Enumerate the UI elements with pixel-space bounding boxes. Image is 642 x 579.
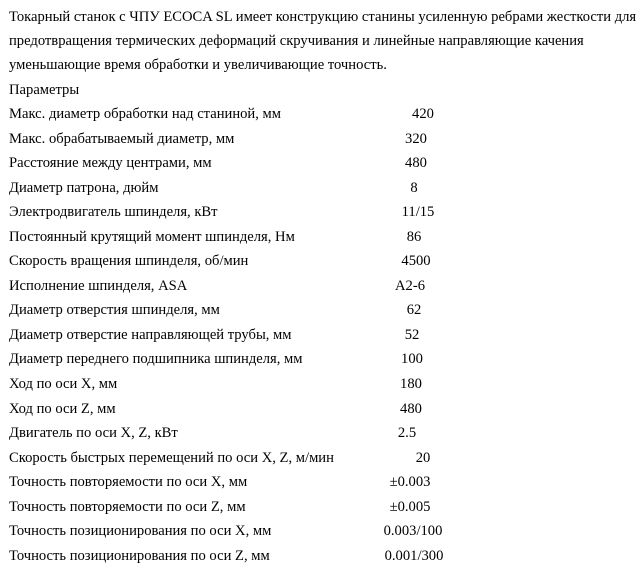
param-row bbox=[9, 372, 629, 397]
param-row bbox=[9, 200, 629, 225]
param-row bbox=[9, 274, 629, 299]
param-value: 2.5 bbox=[397, 425, 417, 442]
param-row bbox=[9, 249, 629, 274]
param-row bbox=[9, 397, 629, 422]
param-label: Диаметр отверстие направляющей трубы, мм bbox=[9, 326, 292, 343]
param-row bbox=[9, 470, 629, 495]
intro-paragraph: Токарный станок с ЧПУ ECOCA SL имеет конструкцию станины усиленную ребрами жесткости для предотвращения термических деформаций скручивания и линейные направляющие качения уменьшающие время обработки и увеличивающие точность. bbox=[9, 9, 637, 73]
param-value: ±0.003 bbox=[389, 474, 431, 491]
param-value: 420 bbox=[412, 106, 434, 122]
param-value: 4500 bbox=[401, 253, 431, 270]
param-row bbox=[9, 421, 629, 446]
param-label: Диаметр отверстия шпинделя, мм bbox=[9, 302, 220, 319]
param-value: 320 bbox=[405, 130, 427, 147]
param-row bbox=[9, 151, 629, 176]
param-value: 8 bbox=[410, 179, 418, 196]
param-value: ±0.005 bbox=[389, 498, 431, 515]
param-row bbox=[9, 446, 629, 471]
param-label: Постоянный крутящий момент шпинделя, Нм bbox=[9, 228, 295, 245]
param-label: Макс. обрабатываемый диаметр, мм bbox=[9, 130, 235, 147]
parameters-list bbox=[9, 102, 629, 568]
param-row bbox=[9, 495, 629, 520]
param-label: Точность повторяемости по оси Z, мм bbox=[9, 498, 246, 515]
param-label: Расстояние между центрами, мм bbox=[9, 155, 212, 172]
param-row bbox=[9, 519, 629, 544]
param-value: 480 bbox=[405, 155, 427, 172]
param-value: A2-6 bbox=[395, 277, 425, 294]
param-label: Исполнение шпинделя, ASA bbox=[9, 277, 188, 294]
param-value: 480 bbox=[400, 400, 422, 417]
param-value: 52 bbox=[404, 326, 420, 343]
param-row bbox=[9, 323, 629, 348]
param-value: 0.003/100 bbox=[383, 523, 443, 540]
param-label: Макс. диаметр обработки над станиной, мм bbox=[9, 106, 282, 122]
param-row bbox=[9, 544, 629, 569]
param-label: Диаметр переднего подшипника шпинделя, мм bbox=[9, 351, 303, 368]
param-label: Точность повторяемости по оси X, мм bbox=[9, 474, 248, 491]
param-value: 11/15 bbox=[401, 204, 435, 221]
param-row bbox=[9, 298, 629, 323]
param-row bbox=[9, 347, 629, 372]
param-label: Электродвигатель шпинделя, кВт bbox=[9, 204, 218, 221]
param-row bbox=[9, 102, 629, 127]
param-label: Ход по оси X, мм bbox=[9, 376, 118, 393]
param-row bbox=[9, 127, 629, 152]
param-label: Точность позиционирования по оси Z, мм bbox=[9, 547, 270, 564]
param-value: 0.001/300 bbox=[384, 547, 444, 564]
param-row bbox=[9, 225, 629, 250]
param-label: Скорость быстрых перемещений по оси X, Z, м/мин bbox=[9, 449, 334, 466]
section-title: Параметры bbox=[9, 82, 80, 98]
param-row bbox=[9, 176, 629, 201]
param-value: 20 bbox=[415, 449, 431, 466]
param-value: 180 bbox=[400, 376, 422, 393]
param-label: Двигатель по оси X, Z, кВт bbox=[9, 425, 178, 442]
param-label: Ход по оси Z, мм bbox=[9, 400, 116, 417]
param-value: 62 bbox=[406, 302, 422, 319]
param-label: Точность позиционирования по оси X, мм bbox=[9, 523, 272, 540]
param-value: 86 bbox=[406, 228, 422, 245]
param-label: Диаметр патрона, дюйм bbox=[9, 179, 159, 196]
param-value: 100 bbox=[401, 351, 423, 368]
param-label: Скорость вращения шпинделя, об/мин bbox=[9, 253, 249, 270]
